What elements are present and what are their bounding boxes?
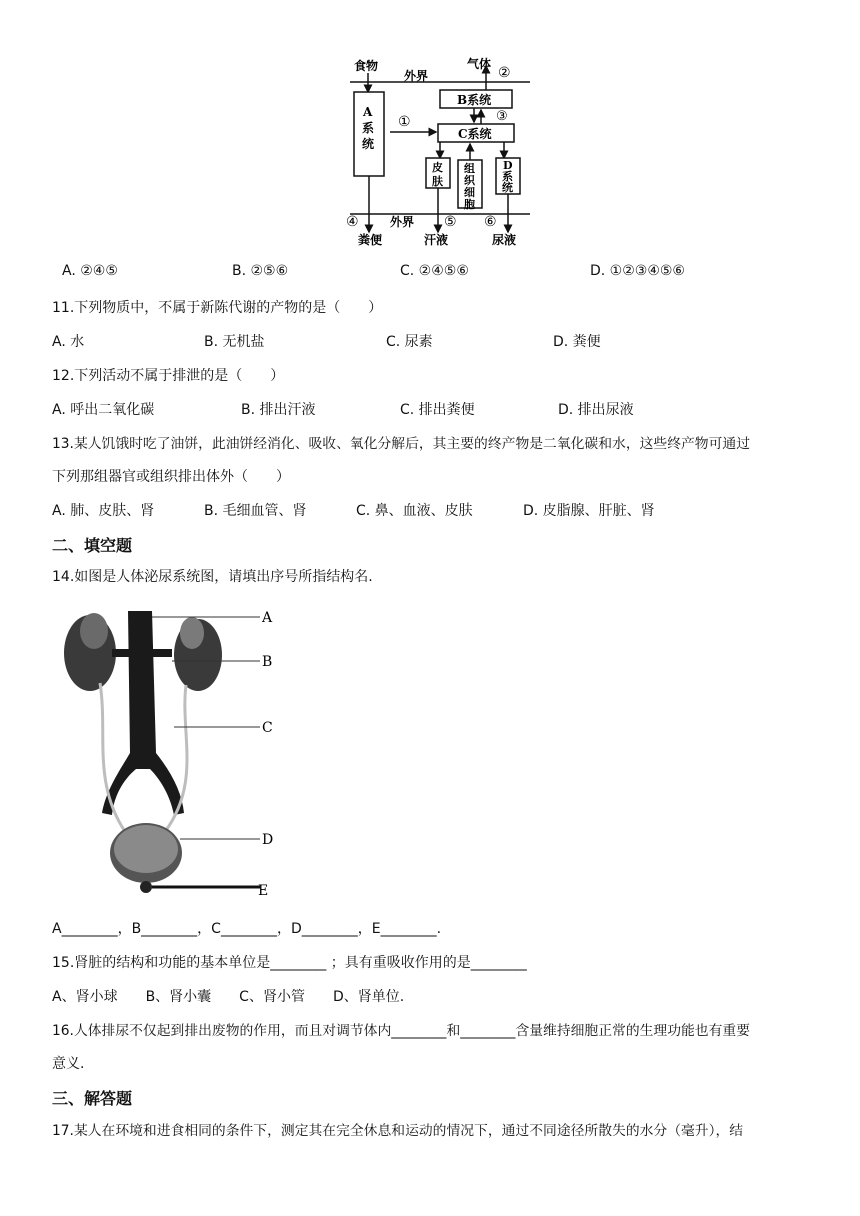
q13-option-d: D. 皮脂腺、肝脏、肾 [523,503,655,519]
q13-option-b: B. 毛细血管、肾 [204,503,307,519]
urinary-system-diagram [52,603,282,903]
q10-option-b: B. ②⑤⑥ [232,263,289,279]
outside-bottom-label: 外界 [390,215,415,229]
q11-option-b: B. 无机盐 [204,334,265,350]
q14-answer-line: A________，B________，C________，D________，E________. [52,921,442,937]
d-system-label: D 系统 [502,159,513,194]
q11-option-a: A. 水 [52,334,85,350]
q16-line1: 16.人体排尿不仅起到排出废物的作用，而且对调节体内________和________含量维持细胞正常的生理功能也有重要 [52,1023,750,1039]
section-answer-title: 三、解答题 [52,1089,133,1108]
q10-option-c: C. ②④⑤⑥ [400,263,469,279]
q13-stem-line2: 下列那组器官或组织排出体外（ ） [52,469,290,485]
q12-option-d: D. 排出尿液 [558,402,634,418]
section-fill-in-title: 二、填空题 [52,536,133,555]
num5-label: ⑤ [444,214,457,230]
q11-stem: 11.下列物质中，不属于新陈代谢的产物的是（ ） [52,300,383,316]
sweat-label: 汗液 [424,233,449,247]
num6-label: ⑥ [484,214,497,230]
q15-options: A、肾小球 B、肾小囊 C、肾小管 D、肾单位. [52,989,405,1005]
q10-option-a: A. ②④⑤ [62,263,118,279]
q11-option-c: C. 尿素 [386,334,433,350]
label-c: C [262,720,273,736]
q13-option-a: A. 肺、皮肤、肾 [52,503,155,519]
food-label: 食物 [354,59,379,73]
feces-label: 粪便 [358,233,383,247]
metabolism-system-diagram [340,56,540,248]
num4-label: ④ [346,214,359,230]
gas-label: 气体 [467,57,492,71]
urine-label: 尿液 [492,233,517,247]
q15-stem: 15.肾脏的结构和功能的基本单位是________ ；具有重吸收作用的是________ [52,955,527,971]
label-b: B [262,654,273,670]
q16-line2: 意义. [52,1056,85,1072]
num3-label: ③ [496,109,508,124]
a-system-label: A 系统 [362,105,375,151]
num1-label: ① [398,114,411,130]
c-system-label: C系统 [458,127,492,141]
outside-top-label: 外界 [404,69,429,83]
tissue-cell-label: 组织细胞 [464,162,475,211]
q12-option-a: A. 呼出二氧化碳 [52,402,155,418]
q12-option-b: B. 排出汗液 [241,402,316,418]
skin-label: 皮肤 [432,161,443,188]
q10-option-d: D. ①②③④⑤⑥ [590,263,685,279]
num2-label: ② [498,65,511,81]
label-a: A [262,610,273,626]
q12-stem: 12.下列活动不属于排泄的是（ ） [52,368,285,384]
q12-option-c: C. 排出粪便 [400,402,475,418]
b-system-label: B系统 [457,93,492,107]
q13-stem-line1: 13.某人饥饿时吃了油饼，此油饼经消化、吸收、氧化分解后，其主要的终产物是二氧化碳和水，这些终产物可通过 [52,436,750,452]
label-e: E [258,883,269,899]
q17-line1: 17.某人在环境和进食相同的条件下，测定其在完全休息和运动的情况下，通过不同途径所散失的水分（毫升），结 [52,1123,744,1139]
q13-option-c: C. 鼻、血液、皮肤 [356,503,473,519]
label-d: D [262,832,274,848]
q14-stem: 14.如图是人体泌尿系统图，请填出序号所指结构名. [52,569,373,585]
q11-option-d: D. 粪便 [553,334,601,350]
